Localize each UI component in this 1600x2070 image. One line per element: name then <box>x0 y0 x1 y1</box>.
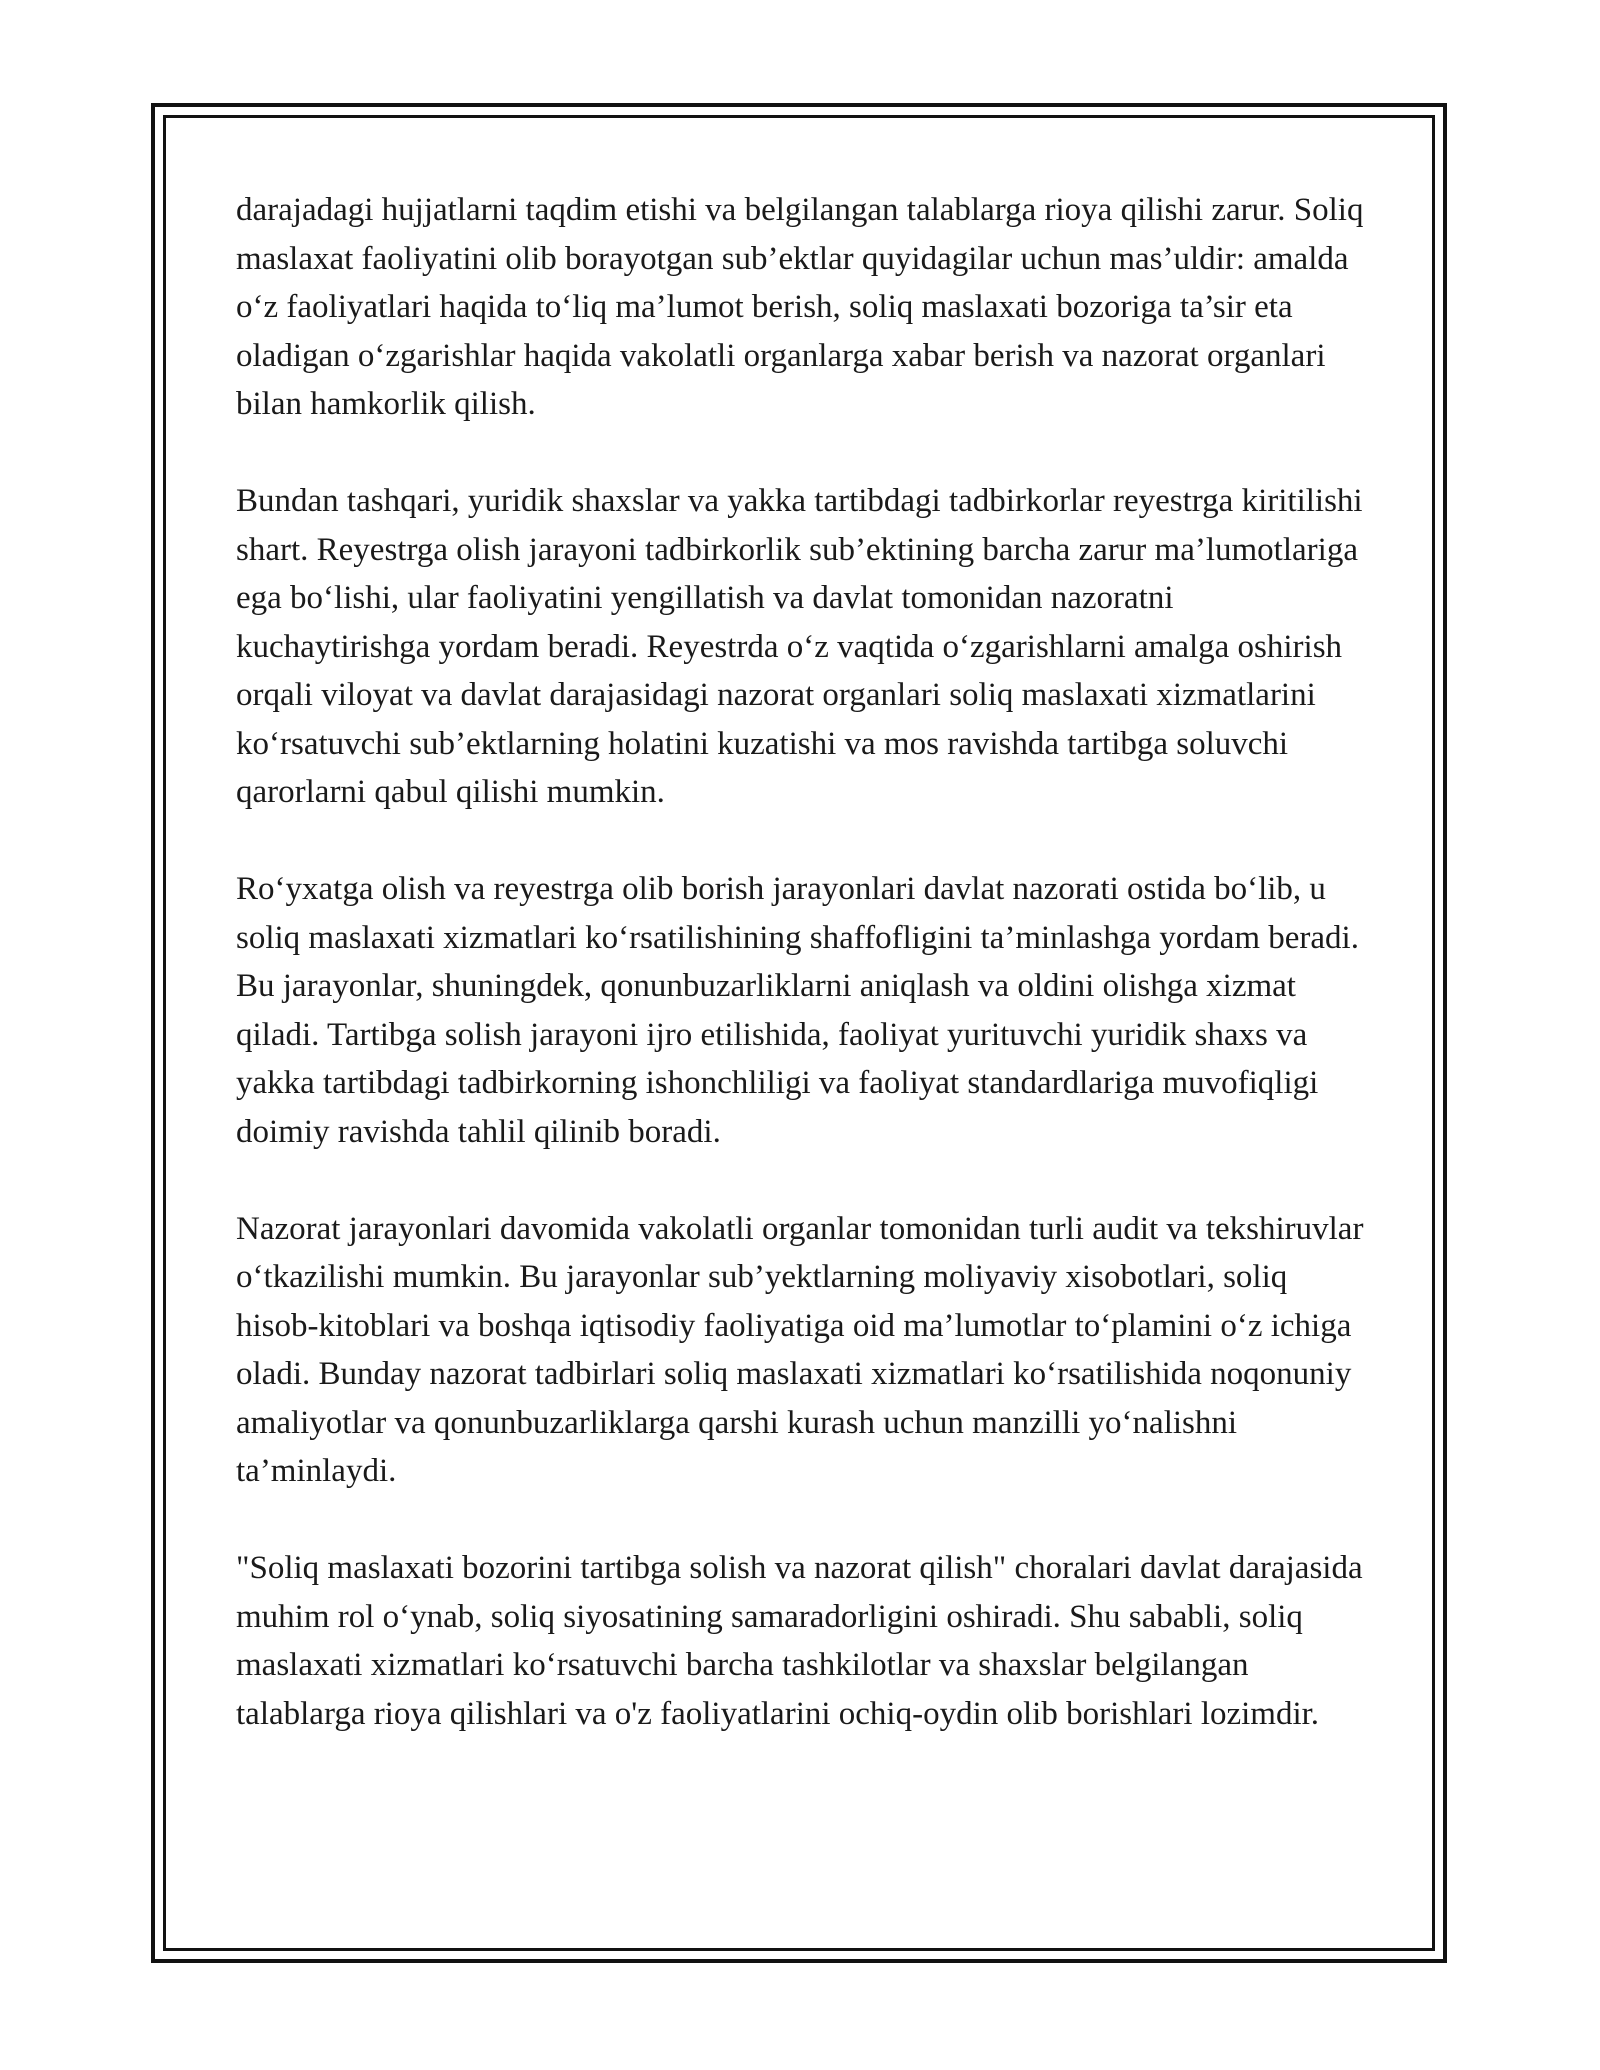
document-body <box>236 186 1371 1787</box>
paragraph-5: "Soliq maslaxati bozorini tartibga solish va nazorat qilish" choralari davlat darajasida muhim rol o‘ynab, soliq siyosatining samaradorligini oshiradi. Shu sababli, soliq maslaxati xizmatlari ko‘rsatuvchi barcha tashkilotlar va shaxslar belgilangan talablarga rioya qilishlari va o'z faoliyatlarini ochiq-oydin olib borishlari lozimdir. <box>236 1550 1363 1732</box>
paragraph-3: Ro‘yxatga olish va reyestrga olib borish jarayonlari davlat nazorati ostida bo‘lib, u soliq maslaxati xizmatlari ko‘rsatilishining shaffofligini ta’minlashga yordam beradi. Bu jarayonlar, shuningdek, qonunbuzarliklarni aniqlash va oldini olishga xizmat qiladi. Tartibga solish jarayoni ijro etilishida, faoliyat yurituvchi yuridik shaxs va yakka tartibdagi tadbirkorning ishonchliligi va faoliyat standardlariga muvofiqligi doimiy ravishda tahlil qilinib boradi. <box>236 871 1359 1150</box>
paragraph-1: darajadagi hujjatlarni taqdim etishi va belgilangan talablarga rioya qilishi zarur. Soliq maslaxat faoliyatini olib borayotgan sub’ektlar quyidagilar uchun mas’uldir: amalda o‘z faoliyatlari haqida to‘liq ma’lumot berish, soliq maslaxati bozoriga ta’sir eta oladigan o‘zgarishlar haqida vakolatli organlarga xabar berish va nazorat organlari bilan hamkorlik qilish. <box>236 192 1364 422</box>
paragraph-2: Bundan tashqari, yuridik shaxslar va yakka tartibdagi tadbirkorlar reyestrga kiritilishi shart. Reyestrga olish jarayoni tadbirkorlik sub’ektining barcha zarur ma’lumotlariga ega bo‘lishi, ular faoliyatini yengillatish va davlat tomonidan nazoratni kuchaytirishga yordam beradi. Reyestrda o‘z vaqtida o‘zgarishlarni amalga oshirish orqali viloyat va davlat darajasidagi nazorat organlari soliq maslaxati xizmatlarini ko‘rsatuvchi sub’ektlarning holatini kuzatishi va mos ravishda tartibga soluvchi qarorlarni qabul qilishi mumkin. <box>236 483 1363 810</box>
paragraph-4: Nazorat jarayonlari davomida vakolatli organlar tomonidan turli audit va tekshiruvlar o‘tkazilishi mumkin. Bu jarayonlar sub’yektlarning moliyaviy xisobotlari, soliq hisob-kitoblari va boshqa iqtisodiy faoliyatiga oid ma’lumotlar to‘plamini o‘z ichiga oladi. Bunday nazorat tadbirlari soliq maslaxati xizmatlari ko‘rsatilishida noqonuniy amaliyotlar va qonunbuzarliklarga qarshi kurash uchun manzilli yo‘nalishni ta’minlaydi. <box>236 1210 1364 1489</box>
